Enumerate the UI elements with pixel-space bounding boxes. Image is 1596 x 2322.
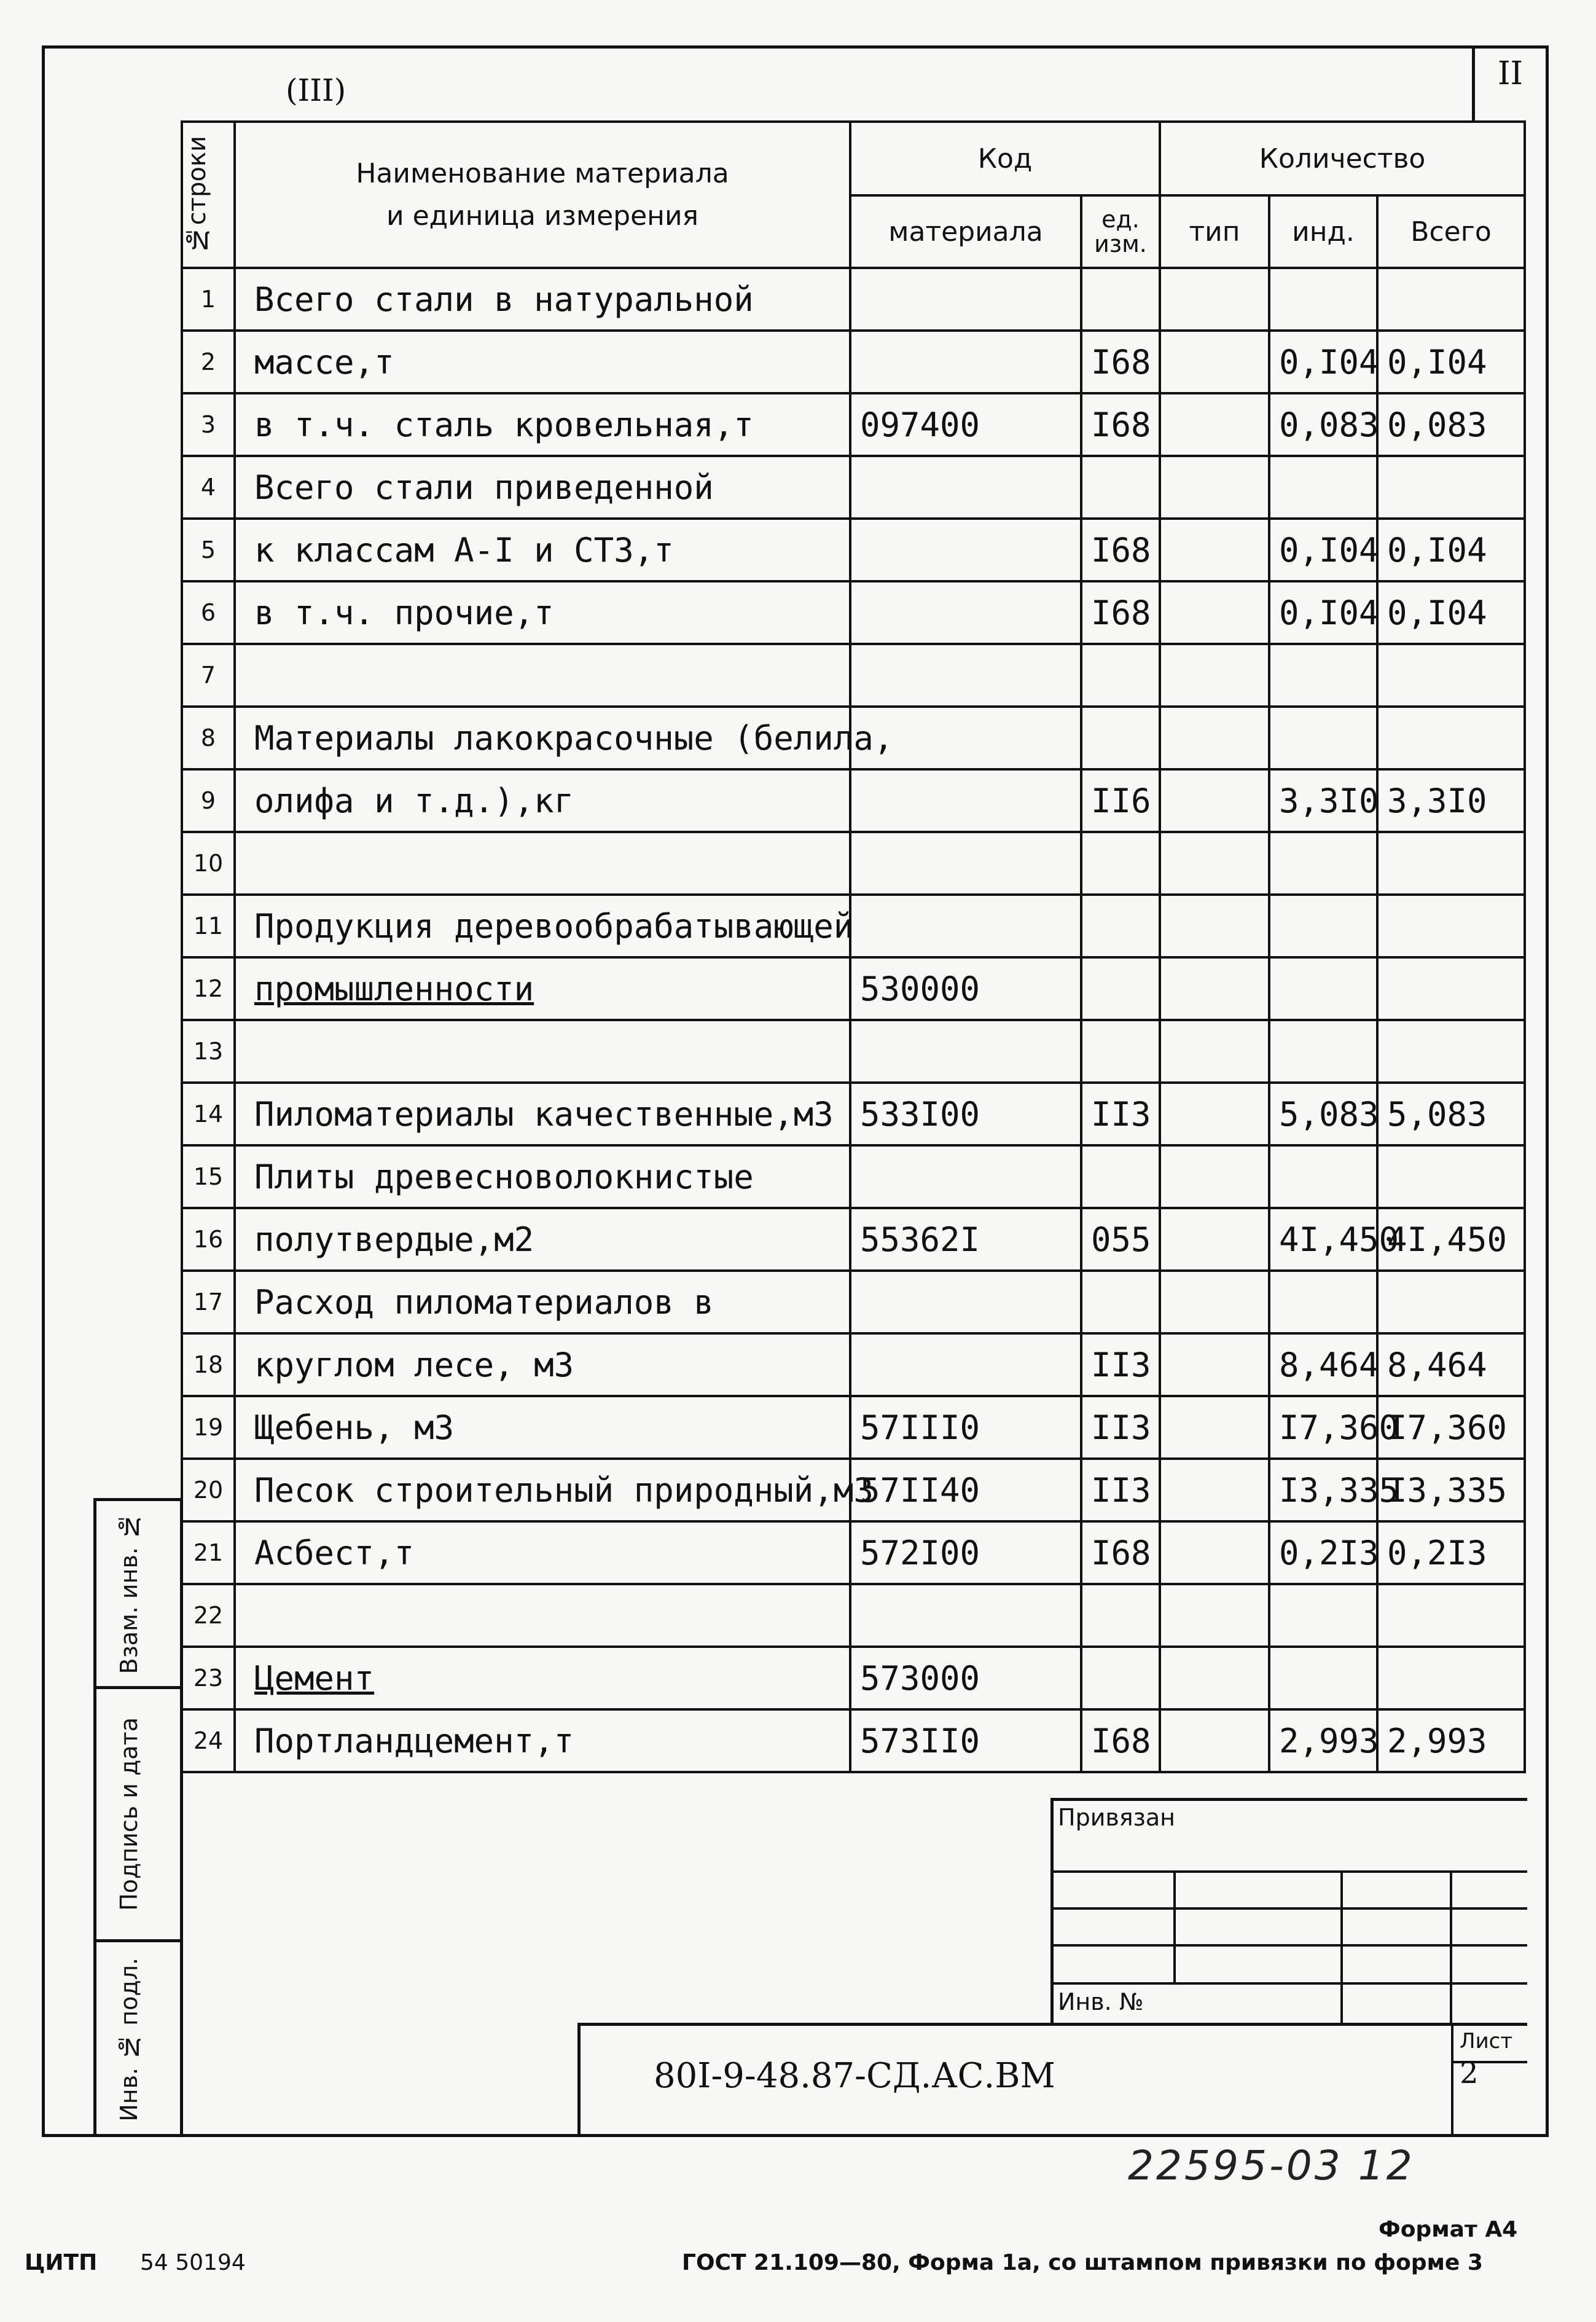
row-number: 5 xyxy=(182,519,235,581)
row-type xyxy=(1160,1647,1269,1709)
row-ind: 3,3I0 xyxy=(1269,769,1377,832)
document-code: 80I-9-48.87-СД.АС.ВМ xyxy=(654,2056,1055,2096)
row-code xyxy=(850,268,1081,331)
header-row-no: №строки xyxy=(182,122,235,268)
row-code: 573II0 xyxy=(850,1709,1081,1772)
row-total xyxy=(1377,1271,1525,1333)
side-stamp-podpis-data: Подпись и дата xyxy=(93,1686,183,1939)
handwritten-number: 22595-03 12 xyxy=(1128,2142,1415,2189)
row-total xyxy=(1377,1647,1525,1709)
table-row xyxy=(182,456,1525,519)
row-name: Песок строительный природный,м3 xyxy=(235,1459,850,1521)
row-number: 14 xyxy=(182,1083,235,1145)
row-code xyxy=(850,1271,1081,1333)
row-total: 0,2I3 xyxy=(1377,1521,1525,1584)
row-name: массе,т xyxy=(235,331,850,393)
header-code: Код xyxy=(850,122,1160,195)
row-unit: II3 xyxy=(1081,1459,1160,1521)
table-row xyxy=(182,1083,1525,1145)
row-total xyxy=(1377,1145,1525,1208)
row-unit xyxy=(1081,1145,1160,1208)
row-code xyxy=(850,1333,1081,1396)
row-ind xyxy=(1269,1584,1377,1647)
row-number: 22 xyxy=(182,1584,235,1647)
row-type xyxy=(1160,519,1269,581)
row-number: 6 xyxy=(182,581,235,644)
binding-line-4 xyxy=(1050,1982,1527,1985)
row-number: 8 xyxy=(182,707,235,769)
row-type xyxy=(1160,1584,1269,1647)
row-number: 4 xyxy=(182,456,235,519)
row-total: 0,I04 xyxy=(1377,331,1525,393)
row-total: 3,3I0 xyxy=(1377,769,1525,832)
row-unit: II3 xyxy=(1081,1396,1160,1459)
binding-left-border xyxy=(1050,1798,1054,2025)
table-row xyxy=(182,957,1525,1020)
table-row xyxy=(182,1647,1525,1709)
row-total xyxy=(1377,832,1525,895)
row-total: 0,083 xyxy=(1377,393,1525,456)
binding-line-1 xyxy=(1050,1870,1527,1873)
row-ind: I7,360 xyxy=(1269,1396,1377,1459)
row-name xyxy=(235,1020,850,1083)
row-ind xyxy=(1269,895,1377,957)
row-total xyxy=(1377,644,1525,707)
row-ind: 0,I04 xyxy=(1269,331,1377,393)
table-row xyxy=(182,1208,1525,1271)
row-type xyxy=(1160,644,1269,707)
row-ind: I3,335 xyxy=(1269,1459,1377,1521)
row-total xyxy=(1377,456,1525,519)
row-ind xyxy=(1269,1271,1377,1333)
table-row xyxy=(182,393,1525,456)
row-type xyxy=(1160,1521,1269,1584)
row-number: 13 xyxy=(182,1020,235,1083)
row-number: 7 xyxy=(182,644,235,707)
row-name: Асбест,т xyxy=(235,1521,850,1584)
row-unit: II6 xyxy=(1081,769,1160,832)
header-code-material: материала xyxy=(850,195,1081,268)
table-row xyxy=(182,1333,1525,1396)
row-name xyxy=(235,644,850,707)
row-unit xyxy=(1081,456,1160,519)
row-unit xyxy=(1081,1271,1160,1333)
row-total: 2,993 xyxy=(1377,1709,1525,1772)
row-type xyxy=(1160,832,1269,895)
row-name: в т.ч. сталь кровельная,т xyxy=(235,393,850,456)
row-ind: 0,I04 xyxy=(1269,519,1377,581)
row-code: 530000 xyxy=(850,957,1081,1020)
row-type xyxy=(1160,1208,1269,1271)
row-number: 1 xyxy=(182,268,235,331)
row-total: 0,I04 xyxy=(1377,581,1525,644)
binding-top-border xyxy=(1050,1798,1527,1801)
binding-privyazan-label: Привязан xyxy=(1058,1804,1175,1831)
row-code xyxy=(850,331,1081,393)
table-row xyxy=(182,519,1525,581)
row-type xyxy=(1160,1333,1269,1396)
row-code xyxy=(850,581,1081,644)
row-number: 24 xyxy=(182,1709,235,1772)
binding-divider-2 xyxy=(1340,1870,1343,2025)
header-code-unit: ед. изм. xyxy=(1081,195,1160,268)
row-ind xyxy=(1269,268,1377,331)
row-name: Продукция деревообрабатывающей xyxy=(235,895,850,957)
row-total xyxy=(1377,1020,1525,1083)
row-unit xyxy=(1081,895,1160,957)
table-row xyxy=(182,832,1525,895)
row-ind: 0,2I3 xyxy=(1269,1521,1377,1584)
row-ind xyxy=(1269,1647,1377,1709)
row-total: I7,360 xyxy=(1377,1396,1525,1459)
row-name: полутвердые,м2 xyxy=(235,1208,850,1271)
row-name: Пиломатериалы качественные,м3 xyxy=(235,1083,850,1145)
title-block-left-border xyxy=(577,2023,581,2137)
row-name: Материалы лакокрасочные (белила, xyxy=(235,707,850,769)
row-total: I3,335 xyxy=(1377,1459,1525,1521)
row-type xyxy=(1160,1083,1269,1145)
row-type xyxy=(1160,1020,1269,1083)
table-body xyxy=(182,268,1525,1772)
table-row xyxy=(182,769,1525,832)
row-number: 10 xyxy=(182,832,235,895)
header-name: Наименование материала и единица измерения xyxy=(235,122,850,268)
row-ind: 5,083 xyxy=(1269,1083,1377,1145)
row-total xyxy=(1377,895,1525,957)
row-ind xyxy=(1269,644,1377,707)
row-number: 15 xyxy=(182,1145,235,1208)
materials-table xyxy=(181,120,1526,1773)
row-unit xyxy=(1081,832,1160,895)
row-unit xyxy=(1081,1584,1160,1647)
header-qty-total: Всего xyxy=(1377,195,1525,268)
table-row xyxy=(182,331,1525,393)
row-type xyxy=(1160,268,1269,331)
row-unit: 055 xyxy=(1081,1208,1160,1271)
row-code: 572I00 xyxy=(850,1521,1081,1584)
row-type xyxy=(1160,331,1269,393)
sheet-value: 2 xyxy=(1460,2056,1479,2090)
binding-divider-3 xyxy=(1450,1870,1452,2025)
row-number: 3 xyxy=(182,393,235,456)
row-type xyxy=(1160,581,1269,644)
row-name: к классам А-I и СТ3,т xyxy=(235,519,850,581)
header-qty-type: тип xyxy=(1160,195,1269,268)
row-unit: I68 xyxy=(1081,1709,1160,1772)
table-row xyxy=(182,644,1525,707)
row-type xyxy=(1160,707,1269,769)
row-total: 4I,450 xyxy=(1377,1208,1525,1271)
row-code xyxy=(850,1020,1081,1083)
row-ind: 0,083 xyxy=(1269,393,1377,456)
table-row xyxy=(182,1020,1525,1083)
row-type xyxy=(1160,769,1269,832)
table-row xyxy=(182,1709,1525,1772)
row-unit xyxy=(1081,707,1160,769)
row-type xyxy=(1160,393,1269,456)
table-row xyxy=(182,581,1525,644)
row-unit: II3 xyxy=(1081,1333,1160,1396)
row-name: олифа и т.д.),кг xyxy=(235,769,850,832)
row-ind: 4I,450 xyxy=(1269,1208,1377,1271)
row-type xyxy=(1160,456,1269,519)
row-type xyxy=(1160,895,1269,957)
row-code xyxy=(850,832,1081,895)
row-unit: I68 xyxy=(1081,519,1160,581)
row-unit: I68 xyxy=(1081,331,1160,393)
row-unit xyxy=(1081,644,1160,707)
row-number: 12 xyxy=(182,957,235,1020)
table-row xyxy=(182,1584,1525,1647)
row-total: 8,464 xyxy=(1377,1333,1525,1396)
row-number: 18 xyxy=(182,1333,235,1396)
row-ind: 2,993 xyxy=(1269,1709,1377,1772)
row-total xyxy=(1377,957,1525,1020)
row-type xyxy=(1160,1271,1269,1333)
row-name: Портландцемент,т xyxy=(235,1709,850,1772)
row-code: 57II40 xyxy=(850,1459,1081,1521)
row-ind: 8,464 xyxy=(1269,1333,1377,1396)
row-number: 19 xyxy=(182,1396,235,1459)
row-unit: II3 xyxy=(1081,1083,1160,1145)
row-type xyxy=(1160,1145,1269,1208)
row-code xyxy=(850,519,1081,581)
row-number: 11 xyxy=(182,895,235,957)
footer-number: 54 50194 xyxy=(140,2250,246,2275)
row-unit xyxy=(1081,1647,1160,1709)
row-number: 17 xyxy=(182,1271,235,1333)
row-name: Расход пиломатериалов в xyxy=(235,1271,850,1333)
footer-gost: ГОСТ 21.109—80, Форма 1а, со штампом привязки по форме 3 xyxy=(682,2250,1483,2275)
row-ind xyxy=(1269,456,1377,519)
row-total xyxy=(1377,1584,1525,1647)
row-name: Всего стали в натуральной xyxy=(235,268,850,331)
row-type xyxy=(1160,957,1269,1020)
row-ind xyxy=(1269,832,1377,895)
row-total xyxy=(1377,268,1525,331)
side-stamp-vzam-inv: Взам. инв. № xyxy=(93,1498,183,1686)
table-row xyxy=(182,1145,1525,1208)
row-type xyxy=(1160,1396,1269,1459)
row-name: в т.ч. прочие,т xyxy=(235,581,850,644)
table-row xyxy=(182,268,1525,331)
row-code: 573000 xyxy=(850,1647,1081,1709)
row-ind xyxy=(1269,957,1377,1020)
row-name xyxy=(235,832,850,895)
row-code xyxy=(850,456,1081,519)
row-unit: I68 xyxy=(1081,1521,1160,1584)
row-name: круглом лесе, м3 xyxy=(235,1333,850,1396)
table-row xyxy=(182,707,1525,769)
row-unit: I68 xyxy=(1081,393,1160,456)
binding-line-3 xyxy=(1050,1944,1527,1947)
row-code xyxy=(850,895,1081,957)
row-code: 097400 xyxy=(850,393,1081,456)
header-quantity: Количество xyxy=(1160,122,1525,195)
sheet-cell-border xyxy=(1451,2023,1453,2137)
side-stamp-inv-podl: Инв. № подл. xyxy=(93,1939,183,2137)
row-name: Всего стали приведенной xyxy=(235,456,850,519)
sheet-label: Лист xyxy=(1460,2029,1513,2053)
row-ind xyxy=(1269,1145,1377,1208)
table-row xyxy=(182,1396,1525,1459)
row-code xyxy=(850,1584,1081,1647)
header-qty-ind: инд. xyxy=(1269,195,1377,268)
row-type xyxy=(1160,1459,1269,1521)
row-code: 57III0 xyxy=(850,1396,1081,1459)
row-name: Щебень, м3 xyxy=(235,1396,850,1459)
row-code xyxy=(850,769,1081,832)
table-row xyxy=(182,1459,1525,1521)
title-block-top-border xyxy=(577,2023,1527,2026)
row-total: 0,I04 xyxy=(1377,519,1525,581)
binding-divider-1 xyxy=(1173,1870,1176,1982)
row-number: 16 xyxy=(182,1208,235,1271)
row-name: промышленности xyxy=(235,957,850,1020)
row-name xyxy=(235,1584,850,1647)
part-label: (III) xyxy=(286,73,346,108)
row-ind xyxy=(1269,1020,1377,1083)
row-unit xyxy=(1081,1020,1160,1083)
row-number: 9 xyxy=(182,769,235,832)
row-ind: 0,I04 xyxy=(1269,581,1377,644)
table-row xyxy=(182,1521,1525,1584)
table-row xyxy=(182,895,1525,957)
footer-org: ЦИТП xyxy=(25,2250,98,2275)
row-number: 20 xyxy=(182,1459,235,1521)
row-unit xyxy=(1081,268,1160,331)
row-total xyxy=(1377,707,1525,769)
binding-inv-no-label: Инв. № xyxy=(1058,1988,1144,2015)
row-number: 2 xyxy=(182,331,235,393)
row-ind xyxy=(1269,707,1377,769)
table-row xyxy=(182,1271,1525,1333)
row-unit xyxy=(1081,957,1160,1020)
row-total: 5,083 xyxy=(1377,1083,1525,1145)
sheet-number: II xyxy=(1497,55,1524,92)
binding-line-2 xyxy=(1050,1907,1527,1910)
row-code: 55362I xyxy=(850,1208,1081,1271)
row-type xyxy=(1160,1709,1269,1772)
row-number: 21 xyxy=(182,1521,235,1584)
row-code xyxy=(850,1145,1081,1208)
row-name: Плиты древесноволокнистые xyxy=(235,1145,850,1208)
row-unit: I68 xyxy=(1081,581,1160,644)
row-code: 533I00 xyxy=(850,1083,1081,1145)
row-code xyxy=(850,644,1081,707)
row-name: Цемент xyxy=(235,1647,850,1709)
format-label: Формат А4 xyxy=(1379,2217,1518,2242)
row-number: 23 xyxy=(182,1647,235,1709)
